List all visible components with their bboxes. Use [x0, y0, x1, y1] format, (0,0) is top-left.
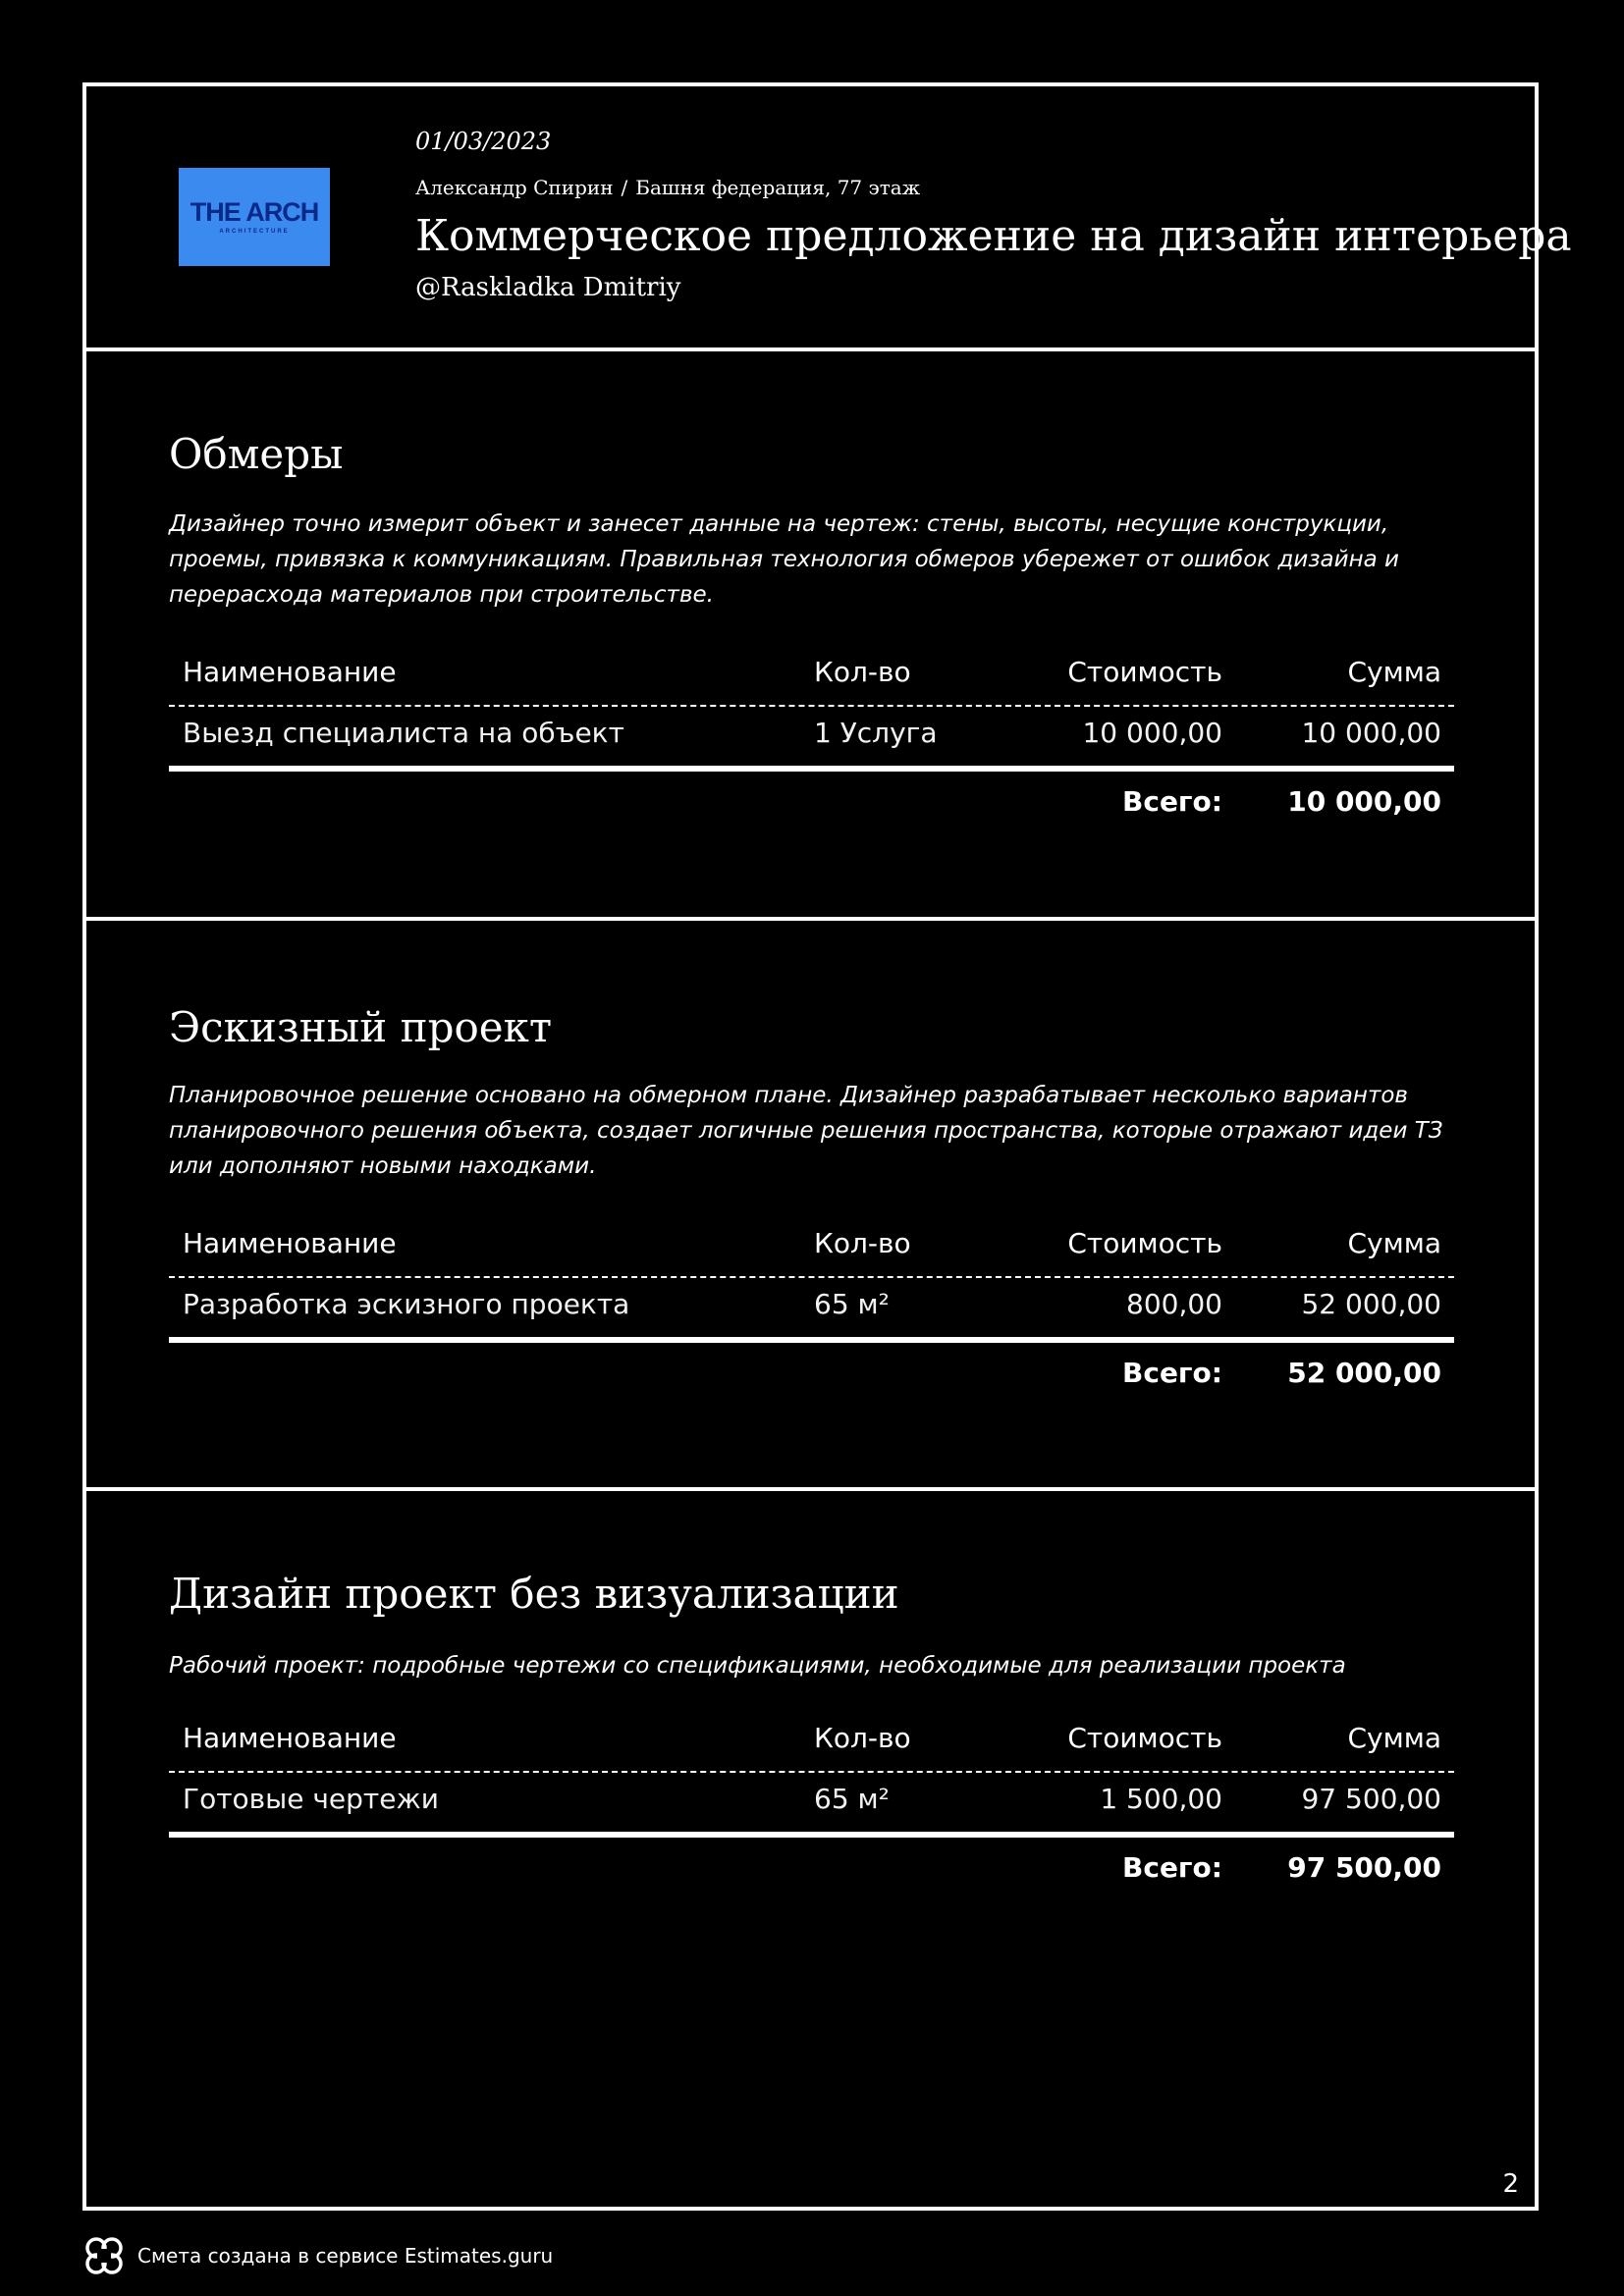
logo-title: THE ARCH [189, 197, 319, 227]
document-title: Коммерческое предложение на дизайн интерьера [415, 211, 1572, 261]
item-sum: 97 500,00 [1301, 1783, 1441, 1815]
estimate-table [169, 1712, 1454, 1896]
item-qty: 1 Услуга [814, 717, 938, 749]
document-header [86, 86, 1572, 351]
total-row [169, 772, 1454, 830]
item-qty: 65 м² [814, 1783, 890, 1815]
table-header-row [169, 1712, 1454, 1773]
section-description: Планировочное решение основано на обмерном плане. Дизайнер разрабатывает несколько вариантов планировочного решения объекта, создает логичные решения пространства, которые отражают идеи ТЗ или дополняют новыми находками. [169, 1083, 1443, 1179]
estimate-table [169, 646, 1454, 830]
header-qty: Кол-во [814, 656, 911, 688]
document-author: @Raskladka Dmitriy [415, 273, 681, 302]
logo-subtitle: ARCHITECTURE [219, 229, 290, 235]
header-sum: Сумма [1347, 1227, 1441, 1259]
section-title: Обмеры [169, 430, 344, 478]
table-row [169, 1773, 1454, 1838]
item-price: 1 500,00 [1100, 1783, 1222, 1815]
item-name: Готовые чертежи [183, 1783, 439, 1815]
header-price: Стоимость [1067, 1227, 1222, 1259]
section-description: Рабочий проект: подробные чертежи со спецификациями, необходимые для реализации проекта [169, 1653, 1346, 1679]
item-name: Выезд специалиста на объект [183, 717, 624, 749]
table-header-row [169, 646, 1454, 707]
section-description: Дизайнер точно измерит объект и занесет данные на чертеж: стены, высоты, несущие конструкции, проемы, привязка к коммуникациям. Правильная технология обмеров убережет от ошибок дизайна и перерасхода материалов при строительстве. [169, 511, 1399, 608]
section-title: Дизайн проект без визуализации [169, 1570, 899, 1618]
header-price: Стоимость [1067, 656, 1222, 688]
header-name: Наименование [183, 1227, 397, 1259]
item-price: 10 000,00 [1082, 717, 1222, 749]
total-label: Всего: [1122, 1357, 1222, 1389]
client-info [415, 176, 920, 199]
table-row [169, 707, 1454, 772]
estimate-table [169, 1217, 1454, 1402]
document-frame [82, 82, 1572, 2211]
client-location: Башня федерация, 77 этаж [635, 176, 921, 199]
item-sum: 52 000,00 [1301, 1288, 1441, 1320]
client-name: Александр Спирин [415, 176, 614, 199]
total-label: Всего: [1122, 1851, 1222, 1884]
section-measurements [86, 351, 1535, 921]
header-sum: Сумма [1347, 1722, 1441, 1754]
header-qty: Кол-во [814, 1722, 911, 1754]
estimates-logo-icon [82, 2234, 126, 2277]
page-footer [82, 2234, 553, 2277]
header-sum: Сумма [1347, 656, 1441, 688]
page-number: 2 [1502, 2169, 1519, 2199]
company-logo [179, 168, 330, 266]
total-row [169, 1343, 1454, 1402]
section-sketch-project [86, 921, 1535, 1491]
item-sum: 10 000,00 [1301, 717, 1441, 749]
footer-text: Смета создана в сервисе Estimates.guru [137, 2244, 554, 2268]
meta-separator: / [621, 176, 628, 199]
total-value: 10 000,00 [1287, 785, 1441, 818]
header-name: Наименование [183, 1722, 397, 1754]
table-header-row [169, 1217, 1454, 1278]
section-title: Эскизный проект [169, 1003, 553, 1051]
item-name: Разработка эскизного проекта [183, 1288, 630, 1320]
header-qty: Кол-во [814, 1227, 911, 1259]
total-value: 52 000,00 [1287, 1357, 1441, 1389]
item-price: 800,00 [1126, 1288, 1222, 1320]
total-label: Всего: [1122, 785, 1222, 818]
document-date: 01/03/2023 [415, 128, 552, 155]
table-row [169, 1278, 1454, 1343]
section-design-project [86, 1491, 1535, 2119]
header-name: Наименование [183, 656, 397, 688]
total-row [169, 1838, 1454, 1896]
total-value: 97 500,00 [1287, 1851, 1441, 1884]
header-price: Стоимость [1067, 1722, 1222, 1754]
item-qty: 65 м² [814, 1288, 890, 1320]
